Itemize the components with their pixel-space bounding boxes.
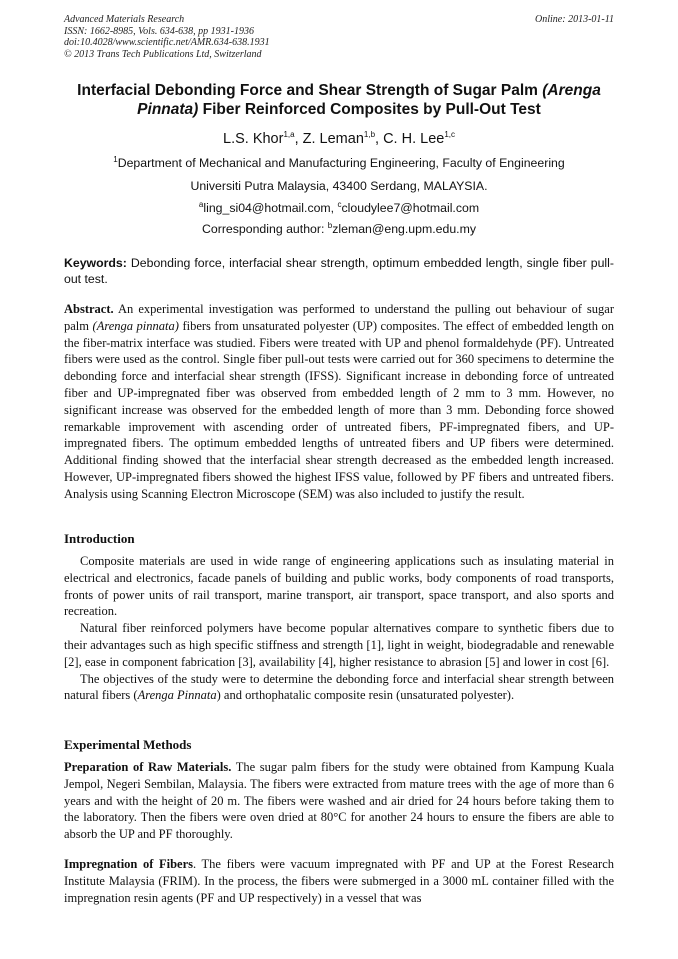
journal-header <box>64 14 614 60</box>
doi: doi:10.4028/www.scientific.net/AMR.634-638.1931 <box>64 37 270 48</box>
paragraph: The objectives of the study were to determine the debonding force and interfacial shear strength between natural fibers (Arenga Pinnata) and orthophatalic composite resin (unsaturated polyester). <box>64 671 614 703</box>
abstract-label: Abstract. <box>64 302 114 316</box>
issn: ISSN: 1662-8985, Vols. 634-638, pp 1931-1936 <box>64 25 254 37</box>
affiliation-line-2: Universiti Putra Malaysia, 43400 Serdang, MALAYSIA. <box>190 179 488 193</box>
raw-materials-label: Preparation of Raw Materials. <box>64 760 232 774</box>
impregnation-paragraph: Impregnation of Fibers. The fibers were vacuum impregnated with PF and UP at the Forest Research Institute Malaysia (FRIM). In the process, the fibers were submerged in a 3000 mL container filled with the impregnation resin agents (PF and UP respectively) in a vessel that was <box>64 857 614 905</box>
introduction-heading: Introduction <box>64 531 135 546</box>
affiliation-line-1: $^1$Department of Mechanical and Manufacturing Engineering, Faculty of Engineering <box>113 154 565 170</box>
corresponding-author: Corresponding author: $^b$zleman@eng.upm.edu.my <box>202 220 476 236</box>
author: C. H. Lee$^{1,c}$ <box>383 130 455 147</box>
introduction-body <box>64 553 614 704</box>
copyright: © 2013 Trans Tech Publications Ltd, Switzerland <box>64 48 262 60</box>
paragraph: Composite materials are used in wide range of engineering applications such as insulating material in electrical and electronics, facade panels of building and public works, body components of road transports, fronts of power units of rail transport, marine transport, air transport, space transport, and also sports and recreation. <box>64 554 614 619</box>
keywords: Keywords: Debonding force, interfacial shear strength, optimum embedded length, single fiber pull-out test. <box>64 256 614 286</box>
methods-heading: Experimental Methods <box>64 737 192 752</box>
raw-materials-paragraph: Preparation of Raw Materials. The sugar palm fibers for the study were obtained from Kampung Kuala Jempol, Negeri Sembilan, Malaysia. The fibers were extracted from mature trees with the age of more than 6 years and with the height of 20 m. The fibers were washed and air dried for 24 hours before taking them to the laboratory. Then the fibers were oven dried at 80°C for another 24 hours to ensure the fibers are able to absorb the UP and PF thoroughly. <box>64 760 614 842</box>
author-list <box>64 131 614 147</box>
paper-title: Interfacial Debonding Force and Shear Strength of Sugar Palm (Arenga Pinnata) Fiber Reinforced Composites by Pull-Out Test <box>77 82 601 118</box>
online-date: Online: 2013-01-11 <box>535 14 614 25</box>
keywords-label: Keywords: <box>64 256 127 270</box>
journal-name: Advanced Materials Research <box>64 14 185 25</box>
impregnation-label: Impregnation of Fibers <box>64 857 194 871</box>
paragraph: Natural fiber reinforced polymers have become popular alternatives compare to synthetic fibers due to their advantages such as high specific stiffness and strength [1], light in weight, biodegradable and renewable [2], ease in component fabrication [3], availability [4], higher resistance to abrasion [5] and lower in cost [6]. <box>64 621 614 669</box>
abstract: Abstract. An experimental investigation was performed to understand the pulling out behaviour of sugar palm (Arenga pinnata) fibers from unsaturated polyester (UP) composites. The effect of embedded length on the fiber-matrix interface was studied. Fibers were treated with UP and phenol formaldehyde (PF). Untreated fibers were used as the control. Single fiber pull-out tests were carried out for 360 specimens to determine the debonding force and interfacial shear strength (IFSS). Significant increase in debonding force of untreated fiber and UP-impregnated fiber was observed from embedded length of 2 mm to 3 mm. However, no significant increase was observed for the embedded length of more than 3 mm. Debonding force showed remarkable improvement with ascending order of untreated fibers, PF-impregnated fibers, and UP-impregnated fibers. The optimum embedded lengths of untreated fibers and UP fibers were determined. Additional finding showed that the interfacial shear strength decreased as the embedded length increased. However, UP-impregnated fibers showed the highest IFSS value, followed by PF fibers and untreated fibers. Analysis using Scanning Electron Microscope (SEM) was also included to justify the result. <box>64 302 615 501</box>
author: L.S. Khor$^{1,a}$, <box>223 130 303 147</box>
email-line: $^a$ling_si04@hotmail.com, $^c$cloudylee7@hotmail.com <box>198 199 480 215</box>
author: Z. Leman$^{1,b}$, <box>302 130 384 147</box>
